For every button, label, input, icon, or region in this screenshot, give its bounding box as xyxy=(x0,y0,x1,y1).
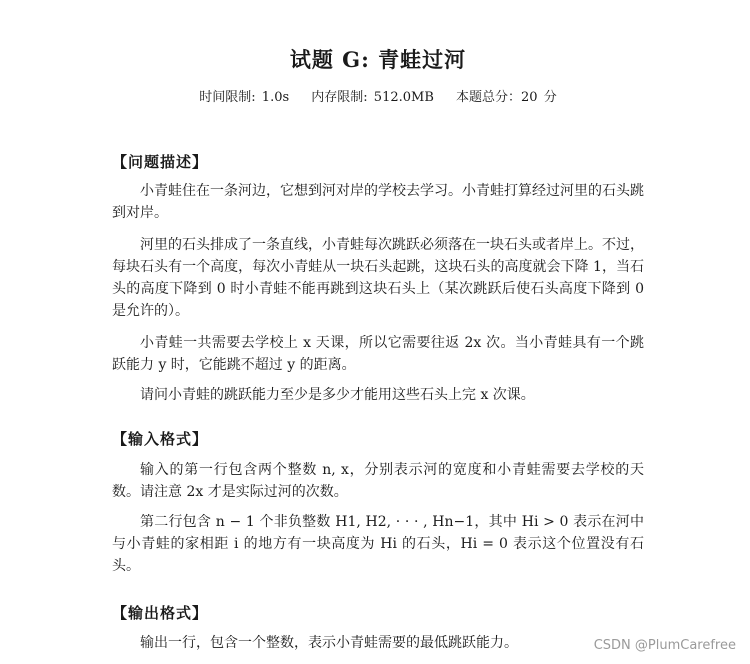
output-heading: 【输出格式】 xyxy=(112,604,209,622)
total-score: 本题总分：20 分 xyxy=(456,90,557,105)
description-paragraph-4: 请问小青蛙的跳跃能力至少是多少才能用这些石头上完 x 次课。 xyxy=(140,387,535,403)
description-paragraph-2: 河里的石头排成了一条直线，小青蛙每次跳跃必须落在一块石头或者岸上。不过，每块石头有一个高度，每次小青蛙从一块石头起跳，这块石头的高度就会下降 1，当石头的高度下降到 0 时小青蛙不能再跳到这块石头上（某次跳跃后使石头高度下降到 0 是允许的）。 xyxy=(112,237,644,319)
input-heading: 【输入格式】 xyxy=(112,430,209,448)
output-paragraph-1: 输出一行，包含一个整数，表示小青蛙需要的最低跳跃能力。 xyxy=(140,635,518,651)
time-limit: 时间限制: 1.0s xyxy=(199,90,290,105)
description-heading: 【问题描述】 xyxy=(112,153,209,171)
limits-bar xyxy=(112,86,644,105)
description-paragraph-3: 小青蛙一共需要去学校上 x 天课，所以它需要往返 2x 次。当小青蛙具有一个跳跃能力 y 时，它能跳不超过 y 的距离。 xyxy=(112,335,644,373)
input-paragraph-1: 输入的第一行包含两个整数 n, x，分别表示河的宽度和小青蛙需要去学校的天数。请注意 2x 才是实际过河的次数。 xyxy=(112,462,644,500)
input-paragraph-2: 第二行包含 n − 1 个非负整数 H1, H2, · · · , Hn−1，其中 Hi > 0 表示在河中与小青蛙的家相距 i 的地方有一块高度为 Hi 的石头，Hi = 0 表示这个位置没有石头。 xyxy=(112,514,644,574)
description-paragraph-1: 小青蛙住在一条河边，它想到河对岸的学校去学习。小青蛙打算经过河里的石头跳到对岸。 xyxy=(112,183,644,221)
page-title: 试题 G: 青蛙过河 xyxy=(289,47,467,72)
watermark-text: CSDN @PlumCarefree xyxy=(593,638,736,653)
memory-limit: 内存限制: 512.0MB xyxy=(311,90,434,105)
